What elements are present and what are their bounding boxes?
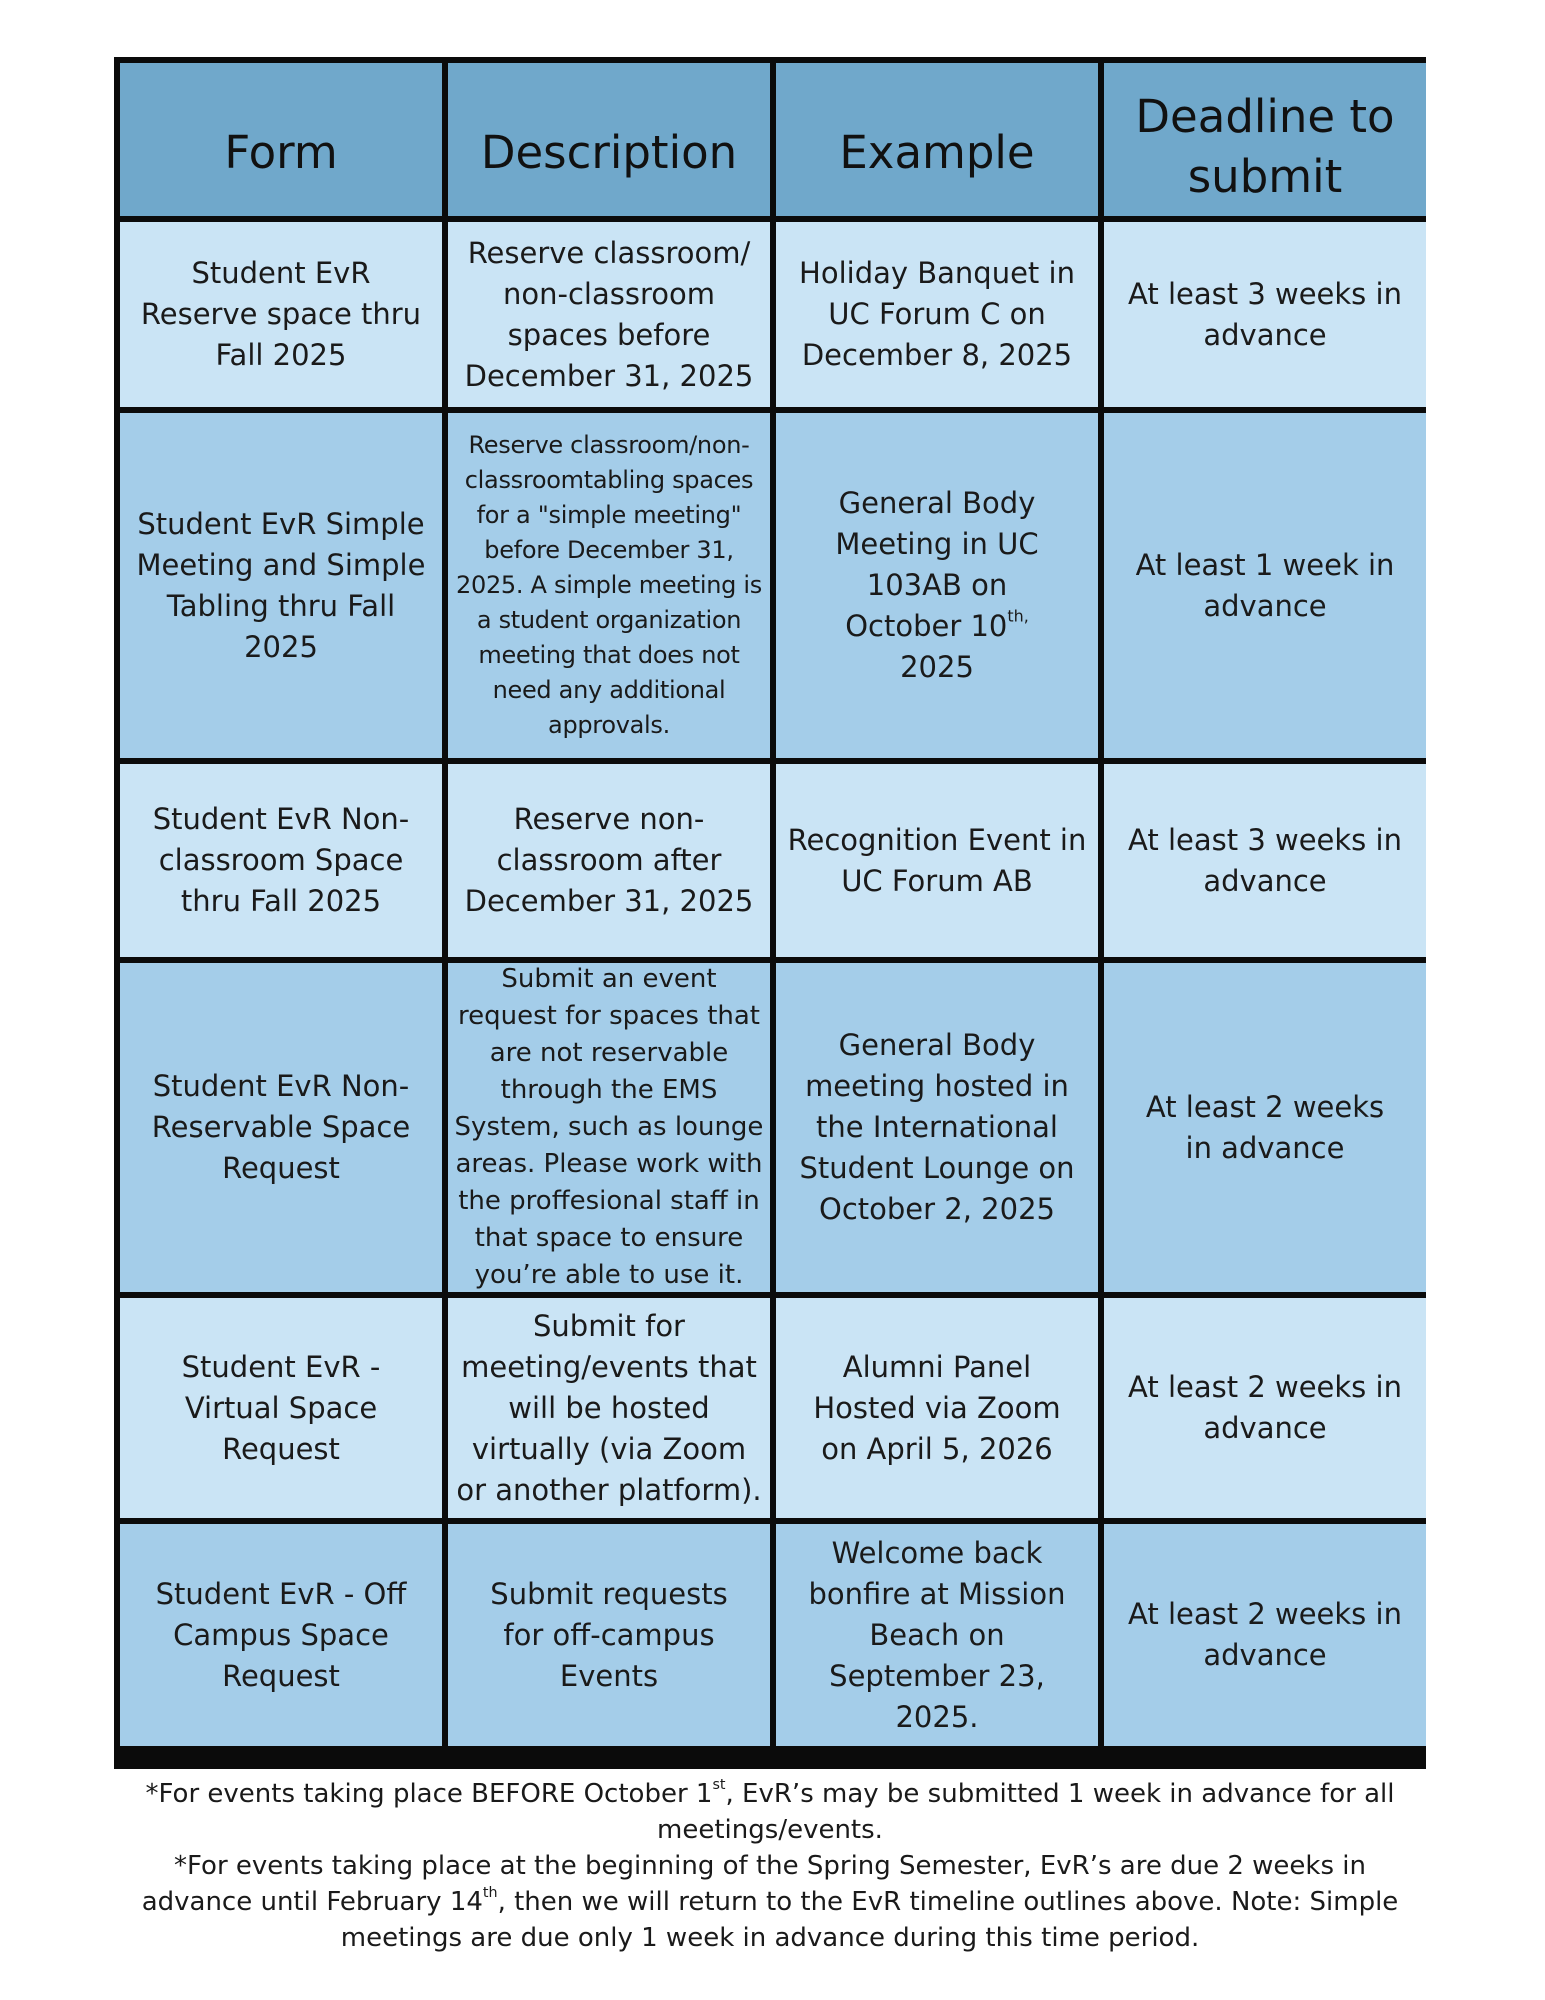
form-example: Welcome back bonfire at Mission Beach on September 23, 2025.: [808, 1535, 1066, 1734]
table-row-6-form: [120, 1524, 442, 1746]
table-row-1-form: [120, 222, 442, 407]
table-row-5-form: [120, 1298, 442, 1518]
form-name: Student EvR - Virtual Space Request: [181, 1349, 381, 1466]
footnote-spring: [120, 1848, 1420, 1956]
form-description: Submit an event request for spaces that are not reservable through the EMS System, such as lounge areas. Please work with the proffesional staff in that space to ensure you’re able to use it.: [454, 964, 764, 1290]
ordinal-suffix: st: [712, 1777, 726, 1794]
form-example: General Body meeting hosted in the International Student Lounge on October 2, 2025: [799, 1028, 1075, 1226]
table-row-1-example: [776, 222, 1098, 407]
form-description: Reserve non-classroom after December 31, 2025: [464, 802, 754, 918]
form-name: Student EvR Non-Reservable Space Request: [151, 1069, 411, 1185]
table-row-6-description: [448, 1524, 770, 1746]
header-example: Example: [776, 63, 1098, 216]
example-year: 2025: [900, 650, 974, 684]
footnotes: [120, 1776, 1420, 1956]
table-row-5-description: [448, 1298, 770, 1518]
form-example: [807, 483, 1067, 688]
table-row-5-deadline: [1104, 1298, 1426, 1518]
form-example: Alumni Panel Hosted via Zoom on April 5, 2026: [813, 1349, 1061, 1466]
table-row-2-deadline: [1104, 413, 1426, 758]
table-row-1-description: [448, 222, 770, 407]
ordinal-suffix: th: [482, 1885, 498, 1902]
header-deadline: [1104, 63, 1426, 216]
example-text: General Body Meeting in UC 103AB on October 10: [835, 486, 1039, 643]
table-row-1-deadline: [1104, 222, 1426, 407]
form-deadline: At least 3 weeks in advance: [1128, 276, 1402, 352]
table-row-6-deadline: [1104, 1524, 1426, 1746]
ordinal-suffix: th,: [1007, 606, 1029, 626]
table-row-4-example: [776, 963, 1098, 1292]
header-description: Description: [448, 63, 770, 216]
header-deadline-text: Deadline to submit: [1135, 89, 1395, 203]
footnote-text: , then we will return to the EvR timeline outlines above. Note: Simple meetings are due only 1 week in advance during this time period.: [340, 1887, 1399, 1953]
form-description: Submit requests for off-campus Events: [490, 1576, 728, 1693]
table-row-3-deadline: [1104, 764, 1426, 957]
form-name: Student EvR Reserve space thru Fall 2025: [140, 256, 422, 372]
footnote-october: [120, 1776, 1420, 1848]
event-forms-table: [114, 57, 1426, 1769]
footnote-text: , EvR’s may be submitted 1 week in advance for all meetings/events.: [657, 1779, 1395, 1845]
table-row-3-example: [776, 764, 1098, 957]
form-example: Holiday Banquet in UC Forum C on December 8, 2025: [799, 256, 1075, 372]
form-description: Reserve classroom/non-classroomtabling spaces for a "simple meeting" before December 31, 2025. A simple meeting is a student organization meeting that does not need any additional approvals.: [456, 431, 762, 739]
table-row-3-form: [120, 764, 442, 957]
form-description: Reserve classroom/ non-classroom spaces before December 31, 2025: [464, 235, 754, 393]
form-name: Student EvR Non-classroom Space thru Fall 2025: [152, 802, 410, 918]
form-name: Student EvR - Off Campus Space Request: [155, 1576, 407, 1693]
table-row-5-example: [776, 1298, 1098, 1518]
table-row-3-description: [448, 764, 770, 957]
table-row-2-form: [120, 413, 442, 758]
table-row-2-description: [448, 413, 770, 758]
form-deadline: At least 3 weeks in advance: [1128, 822, 1402, 898]
form-deadline: At least 2 weeks in advance: [1145, 1089, 1385, 1165]
footnote-text: *For events taking place BEFORE October 1: [145, 1779, 713, 1809]
table-row-6-example: [776, 1524, 1098, 1746]
form-deadline: At least 1 week in advance: [1135, 547, 1395, 623]
table-row-2-example: [776, 413, 1098, 758]
form-deadline: At least 2 weeks in advance: [1128, 1370, 1402, 1445]
form-name: Student EvR Simple Meeting and Simple Tabling thru Fall 2025: [136, 506, 426, 664]
footnote-text: *For events taking place at the beginning of the Spring Semester, EvR’s are due 2 weeks in advance until February 14: [141, 1851, 1366, 1917]
table-row-4-description: [448, 963, 770, 1292]
table-row-4-form: [120, 963, 442, 1292]
form-example: Recognition Event in UC Forum AB: [787, 822, 1087, 898]
form-description: Submit for meeting/events that will be hosted virtually (via Zoom or another platform).: [456, 1308, 762, 1507]
form-deadline: At least 2 weeks in advance: [1128, 1597, 1402, 1672]
table-row-4-deadline: [1104, 963, 1426, 1292]
header-form: Form: [120, 63, 442, 216]
